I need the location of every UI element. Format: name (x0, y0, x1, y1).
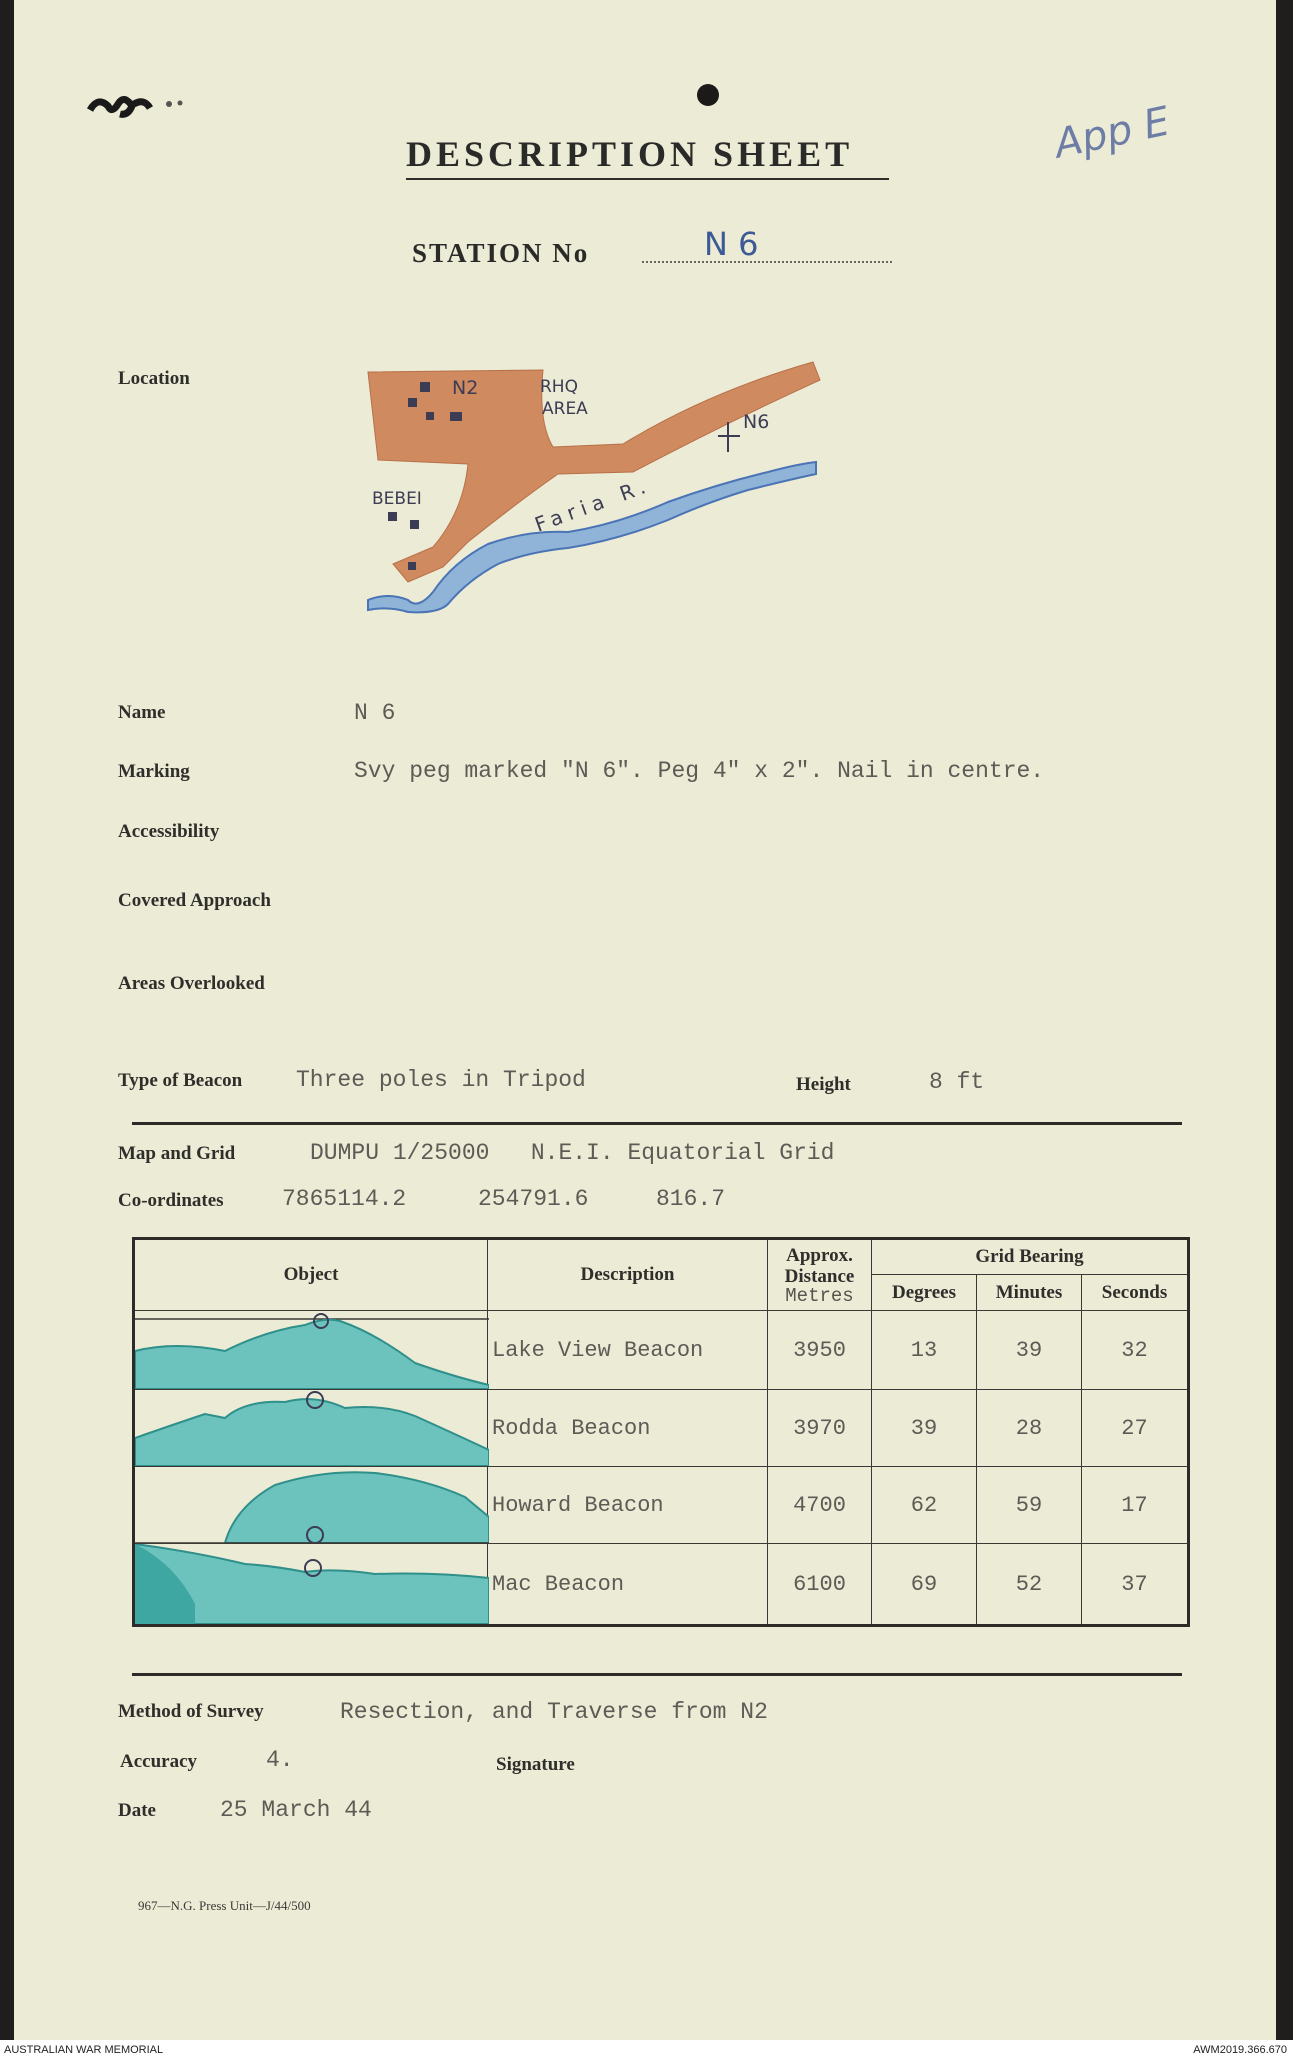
sheet-title: DESCRIPTION SHEET (406, 134, 854, 174)
object-sketch (134, 1311, 488, 1390)
table-row (134, 1544, 1189, 1626)
sketch-rodda (135, 1390, 489, 1466)
archive-footer (0, 2040, 1293, 2061)
row2-minutes: 28 (977, 1390, 1082, 1467)
map-label-river: Faria R. (531, 472, 655, 537)
distance-header-line1: Approx. (786, 1245, 853, 1266)
location-label: Location (118, 368, 190, 389)
bearing-table (132, 1237, 1190, 1627)
accuracy-label: Accuracy (120, 1751, 198, 1772)
map-label-rhq: RHQ (540, 377, 578, 397)
marking-value: Svy peg marked "N 6". Peg 4" x 2". Nail in centre. (354, 758, 1045, 784)
punch-hole (697, 84, 719, 106)
seconds-header: Seconds (1082, 1275, 1189, 1311)
covered-approach-label: Covered Approach (118, 890, 271, 911)
map-label-n6: N6 (743, 411, 770, 433)
beacon-type-label: Type of Beacon (118, 1070, 243, 1091)
row1-description: Lake View Beacon (488, 1311, 768, 1390)
coordinate-easting: 7865114.2 (282, 1186, 407, 1212)
row1-degrees: 13 (872, 1311, 977, 1390)
title-underline (406, 178, 889, 180)
row2-degrees: 39 (872, 1390, 977, 1467)
areas-overlooked-label: Areas Overlooked (118, 973, 265, 994)
row3-degrees: 62 (872, 1467, 977, 1544)
distance-unit: Metres (785, 1285, 854, 1307)
print-note: 967—N.G. Press Unit—J/44/500 (138, 1898, 311, 1913)
row1-seconds: 32 (1082, 1311, 1189, 1390)
station-number: N 6 (704, 225, 759, 263)
divider-bottom (132, 1673, 1182, 1676)
row3-seconds: 17 (1082, 1467, 1189, 1544)
height-label: Height (796, 1074, 851, 1095)
station-label: STATION No (412, 238, 590, 268)
distance-header (768, 1239, 872, 1311)
row1-minutes: 39 (977, 1311, 1082, 1390)
degrees-header: Degrees (872, 1275, 977, 1311)
name-label: Name (118, 702, 166, 723)
row1-distance: 3950 (768, 1311, 872, 1390)
distance-header-line2: Distance (784, 1266, 855, 1287)
map-grid-label: Map and Grid (118, 1143, 236, 1164)
row2-description: Rodda Beacon (488, 1390, 768, 1467)
table-row (134, 1467, 1189, 1544)
row2-seconds: 27 (1082, 1390, 1189, 1467)
object-sketch (134, 1544, 488, 1626)
signature-label: Signature (496, 1754, 575, 1775)
sketch-lake-view (135, 1311, 489, 1389)
object-sketch (134, 1467, 488, 1544)
row2-distance: 3970 (768, 1390, 872, 1467)
description-sheet (14, 0, 1276, 2040)
method-label: Method of Survey (118, 1701, 264, 1722)
table-row (134, 1311, 1189, 1390)
sketch-howard (135, 1467, 489, 1543)
height-value: 8 ft (929, 1069, 985, 1095)
table-row (134, 1390, 1189, 1467)
marking-label: Marking (118, 761, 190, 782)
row3-distance: 4700 (768, 1467, 872, 1544)
row4-degrees: 69 (872, 1544, 977, 1626)
accessibility-label: Accessibility (118, 821, 220, 842)
footer-institution: AUSTRALIAN WAR MEMORIAL (4, 2044, 164, 2056)
coordinate-northing: 254791.6 (478, 1186, 589, 1212)
object-header: Object (134, 1239, 488, 1311)
station-dotted-line (642, 261, 892, 263)
method-value: Resection, and Traverse from N2 (340, 1699, 768, 1725)
rhq-area-land (368, 362, 820, 582)
accuracy-value: 4. (266, 1747, 294, 1773)
date-value: 25 March 44 (220, 1797, 372, 1823)
map-label-bebei: BEBEI (372, 489, 422, 509)
map-label-area: AREA (542, 399, 588, 419)
row4-distance: 6100 (768, 1544, 872, 1626)
coordinates-label: Co-ordinates (118, 1190, 224, 1211)
map-label-n2: N2 (452, 377, 479, 399)
faria-river (368, 462, 816, 612)
name-value: N 6 (354, 700, 396, 726)
ink-blot (84, 90, 194, 120)
object-sketch (134, 1390, 488, 1467)
location-sketch-map (348, 352, 828, 622)
appendix-mark: App E (1050, 98, 1174, 168)
description-header: Description (488, 1239, 768, 1311)
row4-description: Mac Beacon (488, 1544, 768, 1626)
date-label: Date (118, 1800, 156, 1821)
grid-bearing-header: Grid Bearing (872, 1239, 1189, 1275)
row4-seconds: 37 (1082, 1544, 1189, 1626)
sketch-mac (135, 1544, 489, 1624)
footer-accession: AWM2019.366.670 (1193, 2044, 1287, 2056)
coordinate-elevation: 816.7 (656, 1186, 726, 1212)
row3-minutes: 59 (977, 1467, 1082, 1544)
row4-minutes: 52 (977, 1544, 1082, 1626)
beacon-type-value: Three poles in Tripod (296, 1067, 586, 1093)
divider-top (132, 1122, 1182, 1125)
map-grid-value: DUMPU 1/25000 N.E.I. Equatorial Grid (310, 1140, 835, 1166)
minutes-header: Minutes (977, 1275, 1082, 1311)
row3-description: Howard Beacon (488, 1467, 768, 1544)
